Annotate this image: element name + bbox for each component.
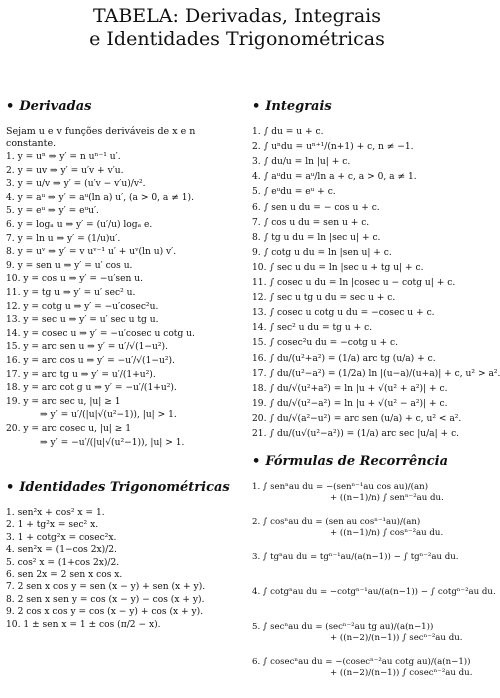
formula-item: 2. 1 + tg²x = sec² x.: [6, 520, 99, 531]
formula-item: 19. ∫ du/√(u²−a²) = ln |u + √(u² − a²)| + c.: [252, 398, 448, 409]
section-title: Identidades Trigonométricas: [19, 480, 230, 495]
formula-item: [252, 482, 444, 504]
formula-item: 6. sen 2x = 2 sen x cos x.: [6, 570, 123, 580]
formula-item: 5. ∫ eᵘdu = eᵘ + c.: [252, 187, 336, 198]
formula-item: 4. ∫ aᵘdu = aᵘ/ln a + c, a > 0, a ≠ 1.: [252, 172, 417, 183]
formula-item: 10. ∫ sec u du = ln |sec u + tg u| + c.: [252, 262, 424, 273]
section-title: Integrais: [265, 99, 332, 114]
section-recorrencia-heading: [252, 454, 448, 469]
formula-item: 9. 2 cos x cos y = cos (x − y) + cos (x + y).: [6, 607, 204, 618]
formula-item: 21. ∫ du/(u√(u²−a²)) = (1/a) arc sec |u/a| + c.: [252, 429, 460, 439]
formula-item: 7. y = ln u ⇒ y′ = (1/u)u′.: [6, 233, 121, 244]
bullet-icon: •: [252, 454, 261, 469]
section-title: Fórmulas de Recorrência: [265, 454, 449, 469]
formula-item: 12. ∫ sec u tg u du = sec u + c.: [252, 293, 396, 304]
bullet-icon: •: [6, 99, 15, 114]
formula-item: 14. y = cosec u ⇒ y′ = −u′cosec u cotg u.: [6, 328, 195, 339]
formula-item: 3. y = u/v ⇒ y′ = (u′v − v′u)/v².: [6, 179, 146, 190]
formula-item: [252, 587, 496, 598]
formula-item: 9. y = sen u ⇒ y′ = u′ cos u.: [6, 260, 133, 271]
formula-item: 15. y = arc sen u ⇒ y′ = u′/√(1−u²).: [6, 342, 168, 353]
formula-item: 7. 2 sen x cos y = sen (x − y) + sen (x + y).: [6, 582, 206, 593]
formula-item: ⇒ y′ = −u′/(|u|√(u²−1)), |u| > 1.: [40, 437, 185, 448]
formula-item: ⇒ y′ = u′/(|u|√(u²−1)), |u| > 1.: [40, 410, 177, 421]
derivadas-intro: Sejam u e v funções deriváveis de x e n constante.: [6, 126, 196, 149]
formula-line: 4. ∫ cotgⁿau du = −cotgⁿ⁻¹au/(a(n−1)) − ∫ cotgⁿ⁻²au du.: [252, 587, 496, 597]
formula-item: [252, 657, 472, 679]
formula-line: 5. ∫ secⁿau du = (secⁿ⁻²au tg au)/(a(n−1)): [252, 622, 434, 632]
formula-item: 10. y = cos u ⇒ y′ = −u′sen u.: [6, 274, 143, 285]
formula-item: [252, 517, 443, 539]
formula-item: 14. ∫ sec² u du = tg u + c.: [252, 323, 373, 334]
formula-item: 16. ∫ du/(u²+a²) = (1/a) arc tg (u/a) + c.: [252, 353, 436, 364]
formula-item: 11. ∫ cosec u du = ln |cosec u − cotg u| + c.: [252, 278, 456, 288]
formula-item: 1. ∫ du = u + c.: [252, 127, 324, 137]
formula-item: 9. ∫ cotg u du = ln |sen u| + c.: [252, 247, 392, 258]
formula-item: 13. ∫ cosec u cotg u du = −cosec u + c.: [252, 308, 435, 319]
formula-item: 20. y = arc cosec u, |u| ≥ 1: [6, 424, 132, 434]
formula-item: 12. y = cotg u ⇒ y′ = −u′cosec²u.: [6, 301, 159, 312]
formula-line: 1. ∫ senⁿau du = −(senⁿ⁻¹au cos au)/(an): [252, 482, 429, 492]
formula-item: 10. 1 ± sen x = 1 ± cos (π/2 − x).: [6, 619, 161, 630]
formula-item: 17. y = arc tg u ⇒ y′ = u′/(1+u²).: [6, 369, 156, 380]
page-title: TABELA: Derivadas, Integrais: [92, 5, 381, 27]
formula-item: 5. y = eᵘ ⇒ y′ = eᵘu′.: [6, 206, 99, 217]
formula-continuation: + ((n−1)/n) ∫ senⁿ⁻²au du.: [330, 493, 444, 503]
formula-item: 20. ∫ du/√(a²−u²) = arc sen (u/a) + c, u² < a².: [252, 413, 462, 424]
formula-item: 17. ∫ du/(u²−a²) = (1/2a) ln |(u−a)/(u+a)| + c, u² > a².: [252, 368, 500, 379]
formula-item: 13. y = sec u ⇒ y′ = u′ sec u tg u.: [6, 315, 159, 326]
section-integrais-heading: [252, 99, 332, 114]
formula-item: 3. ∫ du/u = ln |u| + c.: [252, 157, 351, 168]
formula-line: 3. ∫ tgⁿau du = tgⁿ⁻¹au/(a(n−1)) − ∫ tgⁿ⁻²au du.: [252, 552, 459, 562]
formula-item: 7. ∫ cos u du = sen u + c.: [252, 217, 370, 228]
formula-item: [252, 552, 459, 563]
formula-item: 18. y = arc cot g u ⇒ y′ = −u′/(1+u²).: [6, 383, 177, 394]
formula-item: 11. y = tg u ⇒ y′ = u′ sec² u.: [6, 288, 136, 298]
formula-item: 6. y = logₐ u ⇒ y′ = (u′/u) logₐ e.: [6, 220, 153, 230]
formula-item: 16. y = arc cos u ⇒ y′ = −u′/√(1−u²).: [6, 356, 175, 366]
section-title: Derivadas: [19, 99, 92, 114]
section-derivadas-heading: [6, 99, 91, 114]
formula-item: 8. ∫ tg u du = ln |sec u| + c.: [252, 232, 381, 243]
formula-continuation: + ((n−2)/(n−1)) ∫ secⁿ⁻²au du.: [330, 633, 463, 643]
formula-item: [252, 622, 462, 644]
section-identidades-heading: [6, 480, 230, 495]
formula-item: 2. ∫ uⁿdu = uⁿ⁺¹/(n+1) + c, n ≠ −1.: [252, 142, 414, 153]
formula-continuation: + ((n−2)/(n−1)) ∫ cosecⁿ⁻²au du.: [330, 668, 473, 678]
formula-item: 4. y = aᵘ ⇒ y′ = aᵘ(ln a) u′, (a > 0, a ≠ 1).: [6, 192, 194, 203]
bullet-icon: •: [252, 99, 261, 114]
formula-item: 8. 2 sen x sen y = cos (x − y) − cos (x + y).: [6, 594, 205, 605]
formula-item: 6. ∫ sen u du = − cos u + c.: [252, 202, 380, 213]
formula-item: 15. ∫ cosec²u du = −cotg u + c.: [252, 338, 398, 349]
formula-item: 2. y = uv ⇒ y′ = u′v + v′u.: [6, 165, 124, 176]
formula-item: 18. ∫ du/√(u²+a²) = ln |u + √(u² + a²)| + c.: [252, 383, 448, 394]
page-subtitle: e Identidades Trigonométricas: [89, 28, 385, 50]
formula-line: 6. ∫ cosecⁿau du = −(cosecⁿ⁻²au cotg au)/(a(n−1)): [252, 657, 471, 667]
formula-item: 5. cos² x = (1+cos 2x)/2.: [6, 557, 120, 568]
formula-item: 1. y = uⁿ ⇒ y′ = n uⁿ⁻¹ u′.: [6, 152, 121, 162]
formula-continuation: + ((n−1)/n) ∫ cosⁿ⁻²au du.: [330, 528, 444, 538]
formula-item: 19. y = arc sec u, |u| ≥ 1: [6, 396, 121, 407]
formula-item: 1. sen²x + cos² x = 1.: [6, 508, 105, 518]
bullet-icon: •: [6, 480, 15, 495]
formula-line: 2. ∫ cosⁿau du = (sen au cosⁿ⁻¹au)/(an): [252, 517, 421, 527]
formula-item: 8. y = uᵛ ⇒ y′ = v uᵛ⁻¹ u′ + uᵛ(ln u) v′.: [6, 247, 177, 258]
formula-item: 4. sen²x = (1−cos 2x)/2.: [6, 545, 117, 556]
formula-item: 3. 1 + cotg²x = cosec²x.: [6, 532, 117, 543]
